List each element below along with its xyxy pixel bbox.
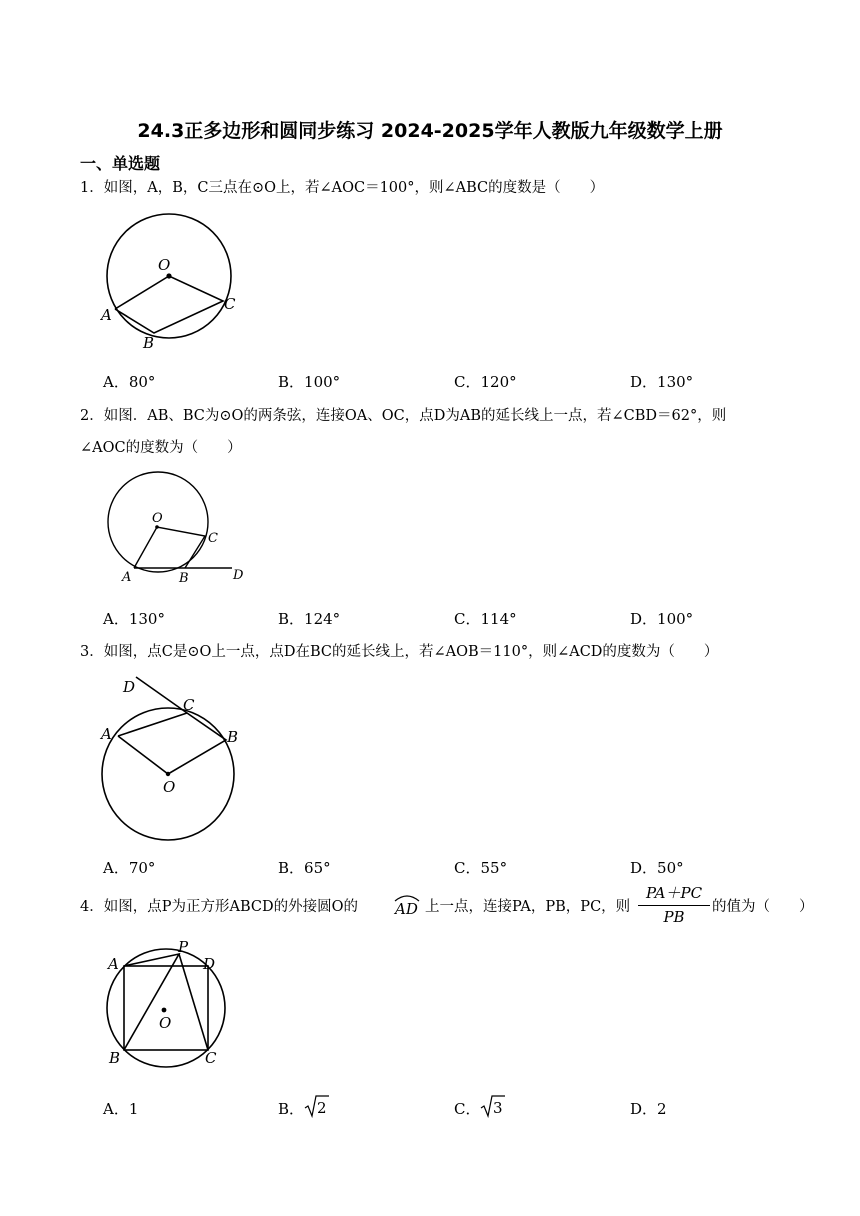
radicand-3: 3 [493,1099,503,1117]
fraction-denominator: PB [663,908,685,926]
q4-option-d[interactable]: D．2 [630,1100,667,1118]
section-heading: 一、单选题 [80,154,161,173]
question-1-figure [100,213,240,353]
question-2-stem-line2: ∠AOC的度数为（ ） [80,440,242,456]
label-b: B [143,334,155,352]
label-a: A [108,955,119,973]
q4-option-c[interactable]: C． [454,1100,481,1118]
question-4-stem-pre: 4．如图，点P为正方形ABCD的外接圆O的 [80,899,358,915]
label-d: D [203,955,216,973]
question-3-stem: 3．如图，点C是⊙O上一点，点D在BC的延长线上，若∠AOB＝110°，则∠ACD的度数为（ ） [80,644,719,660]
q2-option-a[interactable]: A．130° [103,610,165,628]
q4-option-b[interactable]: B． [278,1100,305,1118]
question-1-stem: 1．如图，A，B，C三点在⊙O上，若∠AOC＝100°，则∠ABC的度数是（ ） [80,180,605,196]
q1-option-d[interactable]: D．130° [630,373,694,391]
label-b: B [109,1049,121,1067]
q1-option-b[interactable]: B．100° [278,373,341,391]
label-a: A [101,725,112,743]
radicand-2: 2 [317,1099,327,1117]
label-c: C [205,1049,217,1067]
sqrt-2 [304,1093,330,1119]
question-2-stem-line1: 2．如图．AB、BC为⊙O的两条弦，连接OA、OC，点D为AB的延长线上一点，若∠CBD＝62°，则 [80,408,727,424]
label-b: B [227,728,239,746]
question-4-figure [104,938,244,1068]
label-o: O [159,1014,172,1032]
q2-option-d[interactable]: D．100° [630,610,694,628]
q1-option-a[interactable]: A．80° [103,373,156,391]
q3-option-a[interactable]: A．70° [103,859,156,877]
label-a: A [101,306,112,324]
label-c: C [208,531,218,546]
q1-option-c[interactable]: C．120° [454,373,517,391]
label-c: C [183,696,195,714]
question-3-figure [96,673,246,845]
label-b: B [179,571,189,586]
q3-option-c[interactable]: C．55° [454,859,508,877]
label-o: O [163,778,176,796]
label-o: O [152,511,163,526]
fraction-numerator: PA＋PC [645,884,703,902]
q3-option-d[interactable]: D．50° [630,859,684,877]
q4-option-a[interactable]: A．1 [103,1100,139,1118]
fraction-bar [638,905,710,906]
label-o: O [158,256,171,274]
label-p: P [178,938,189,956]
q3-option-b[interactable]: B．65° [278,859,331,877]
label-d: D [233,568,244,583]
q2-option-c[interactable]: C．114° [454,610,517,628]
arc-ad [392,890,422,920]
question-2-figure [100,470,260,590]
arc-label: AD [395,900,418,918]
label-a: A [122,570,132,585]
question-4-stem-mid: 上一点，连接PA，PB，PC，则 [425,899,631,915]
page-title: 24.3正多边形和圆同步练习 2024-2025学年人教版九年级数学上册 [137,120,723,142]
label-c: C [224,295,236,313]
q2-option-b[interactable]: B．124° [278,610,341,628]
sqrt-3 [480,1093,506,1119]
question-4-stem-post: 的值为（ ） [712,899,814,915]
label-d: D [123,678,136,696]
